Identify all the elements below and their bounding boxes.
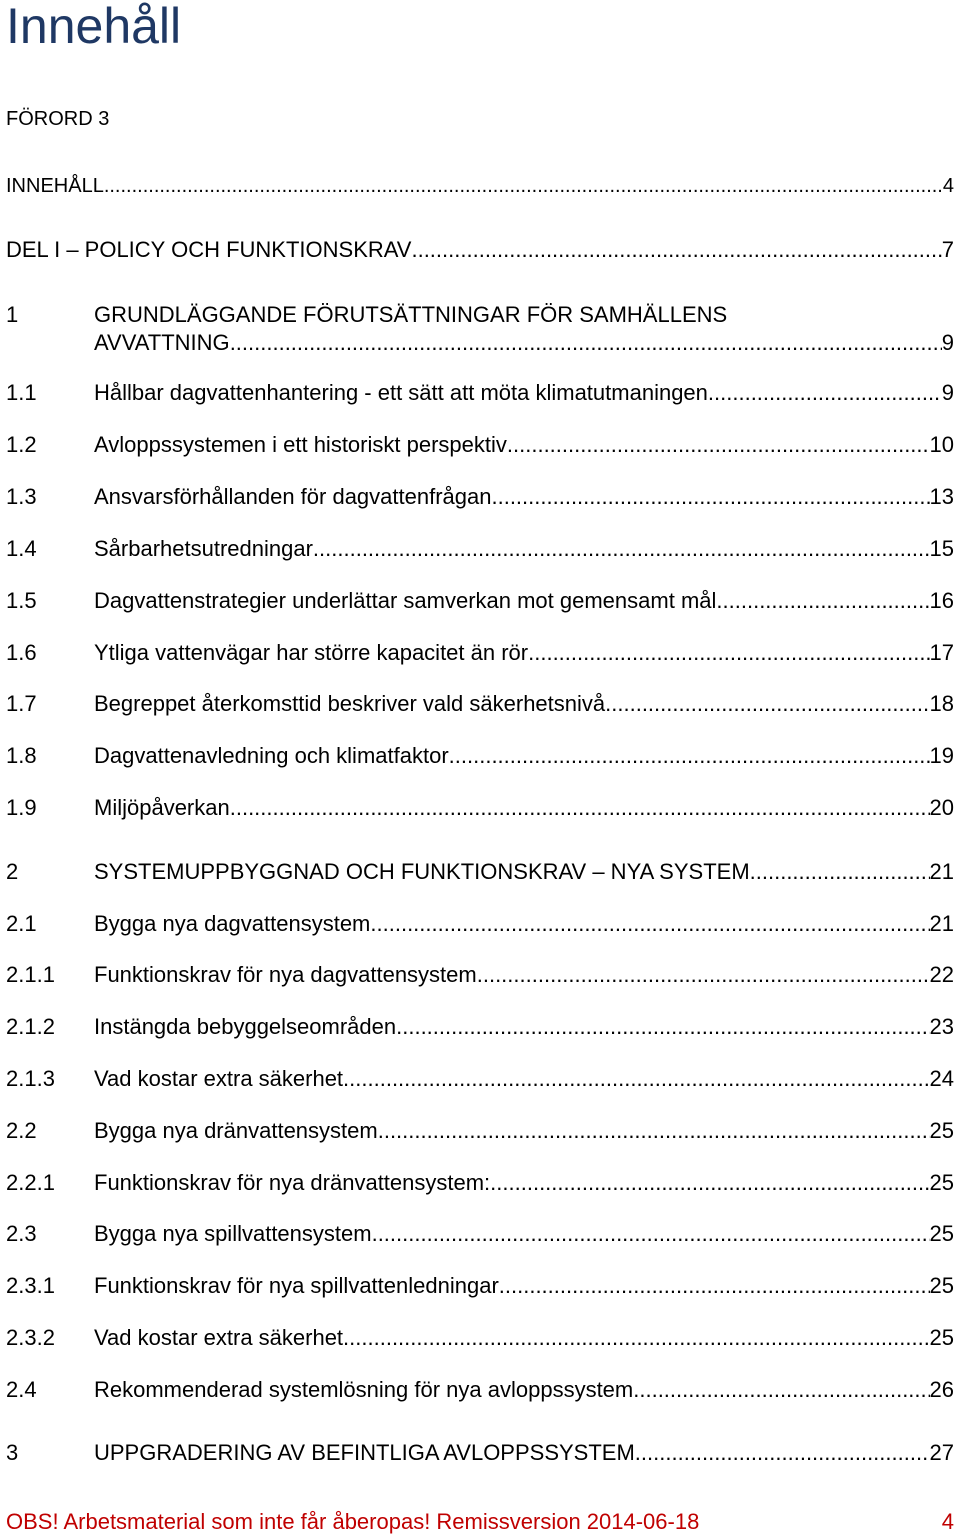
toc-page-number: 21 xyxy=(929,859,954,884)
toc-entry-number: 1.3 xyxy=(6,484,37,509)
toc-entry-number: 1.9 xyxy=(6,795,37,820)
toc-entry-number: 2.1.1 xyxy=(6,962,55,987)
toc-leader xyxy=(716,587,929,615)
toc-page-number: 9 xyxy=(941,330,954,355)
toc-entry-text: Bygga nya spillvattensystem xyxy=(94,1221,372,1246)
toc-entry-number: 2.2 xyxy=(6,1118,37,1143)
toc-page-number: 13 xyxy=(929,484,954,509)
toc-leader xyxy=(230,794,930,822)
toc-entry-text: FÖRORD 3 xyxy=(6,108,110,130)
toc-leader xyxy=(635,1439,930,1467)
toc-entry-number: 2.2.1 xyxy=(6,1170,55,1195)
toc-leader xyxy=(372,1220,930,1248)
toc-entry-number: 2.3 xyxy=(6,1221,37,1246)
toc-entry-text: Funktionskrav för nya dagvattensystem xyxy=(94,962,477,987)
toc-leader xyxy=(343,1324,929,1352)
toc-page-number: 25 xyxy=(929,1118,954,1143)
toc-page-number: 10 xyxy=(929,432,954,457)
toc-leader xyxy=(477,961,930,989)
toc-entry-number: 2.4 xyxy=(6,1377,37,1402)
toc-page-number: 25 xyxy=(929,1170,954,1195)
toc-page-number: 23 xyxy=(929,1014,954,1039)
toc-page-number: 25 xyxy=(929,1325,954,1350)
toc-leader xyxy=(507,431,930,459)
toc-entry-number: 2.1.2 xyxy=(6,1014,55,1039)
toc-leader xyxy=(411,236,941,264)
toc-entry-text: GRUNDLÄGGANDE FÖRUTSÄTTNINGAR FÖR SAMHÄLLENS xyxy=(94,302,728,327)
toc-entry-number: 1.6 xyxy=(6,640,37,665)
toc-leader xyxy=(499,1272,930,1300)
toc-leader xyxy=(396,1013,929,1041)
toc-page-number: 9 xyxy=(941,380,954,405)
toc-page-number: 22 xyxy=(929,962,954,987)
toc-leader xyxy=(104,172,943,200)
toc-page-number: 19 xyxy=(929,743,954,768)
toc-leader xyxy=(605,690,929,718)
toc-page-number: 25 xyxy=(929,1273,954,1298)
toc-leader xyxy=(449,742,930,770)
toc-entry-number: 1 xyxy=(6,302,19,327)
toc-page-number: 4 xyxy=(942,175,954,197)
toc-leader xyxy=(708,379,942,407)
toc-entry-text: Begreppet återkomsttid beskriver vald säkerhetsnivå xyxy=(94,691,606,716)
toc-entry-text: Bygga nya dränvattensystem xyxy=(94,1118,378,1143)
toc-entry-number: 1.5 xyxy=(6,588,37,613)
toc-page-number: 26 xyxy=(929,1377,954,1402)
toc-page-number: 18 xyxy=(929,691,954,716)
toc-page-number: 24 xyxy=(929,1066,954,1091)
toc-page-number: 21 xyxy=(929,911,954,936)
toc-entry-text: Funktionskrav för nya spillvattenledningar xyxy=(94,1273,499,1298)
toc-entry-text: Dagvattenstrategier underlättar samverkan mot gemensamt mål xyxy=(94,588,717,613)
toc-entry-text: INNEHÅLL xyxy=(6,175,104,197)
toc-entry-text: Hållbar dagvattenhantering - ett sätt att möta klimatutmaningen xyxy=(94,380,708,405)
toc-leader xyxy=(230,329,942,357)
toc-page-number: 20 xyxy=(929,795,954,820)
toc-page-number: 16 xyxy=(929,588,954,613)
toc-entry-text: Funktionskrav för nya dränvattensystem: xyxy=(94,1170,491,1195)
toc-leader xyxy=(491,483,929,511)
toc-entry-number: 1.2 xyxy=(6,432,37,457)
toc-entry-text: Ytliga vattenvägar har större kapacitet än rör xyxy=(94,640,529,665)
toc-page-number: 7 xyxy=(941,237,954,262)
toc-entry-number: 2.3.2 xyxy=(6,1325,55,1350)
toc-entry-text: DEL I – POLICY OCH FUNKTIONSKRAV xyxy=(6,237,412,262)
toc-leader xyxy=(490,1169,929,1197)
toc-leader xyxy=(370,910,929,938)
page-title: Innehåll xyxy=(6,0,182,54)
toc-entry-number: 1.4 xyxy=(6,536,37,561)
toc-entry-text: Rekommenderad systemlösning för nya avloppssystem xyxy=(94,1377,634,1402)
toc-leader xyxy=(343,1065,929,1093)
toc-leader xyxy=(313,535,930,563)
toc-entry-text: Instängda bebyggelseområden xyxy=(94,1014,397,1039)
toc-leader xyxy=(750,858,930,886)
toc-entry-text: Dagvattenavledning och klimatfaktor xyxy=(94,743,449,768)
toc-entry-text-continued: AVVATTNING xyxy=(94,330,230,355)
toc-entry-text: Sårbarhetsutredningar xyxy=(94,536,313,561)
toc-page-number: 15 xyxy=(929,536,954,561)
toc-entry-text: Miljöpåverkan xyxy=(94,795,230,820)
toc-page-number: 25 xyxy=(929,1221,954,1246)
toc-entry-text: SYSTEMUPPBYGGNAD OCH FUNKTIONSKRAV – NYA SYSTEM xyxy=(94,859,750,884)
toc-entry-number: 2.1 xyxy=(6,911,37,936)
toc-entry-number: 1.8 xyxy=(6,743,37,768)
footer-page-number: 4 xyxy=(941,1509,954,1534)
toc-entry-number: 2.3.1 xyxy=(6,1273,55,1298)
footer-notice: OBS! Arbetsmaterial som inte får åberopas! Remissversion 2014-06-18 xyxy=(6,1509,700,1534)
page-footer xyxy=(6,1508,954,1536)
toc-entry-text: Vad kostar extra säkerhet xyxy=(94,1066,344,1091)
toc-entry-text: Bygga nya dagvattensystem xyxy=(94,911,371,936)
toc-page-number: 27 xyxy=(929,1440,954,1465)
toc-leader xyxy=(528,639,929,667)
toc-entry-number: 3 xyxy=(6,1440,19,1465)
toc-entry-text: Ansvarsförhållanden för dagvattenfrågan xyxy=(94,484,492,509)
toc-leader xyxy=(633,1376,929,1404)
toc-entry-text: Vad kostar extra säkerhet xyxy=(94,1325,344,1350)
toc-page-number: 17 xyxy=(929,640,954,665)
toc-entry-text: UPPGRADERING AV BEFINTLIGA AVLOPPSSYSTEM xyxy=(94,1440,635,1465)
toc-entry-text: Avloppssystemen i ett historiskt perspektiv xyxy=(94,432,507,457)
toc-entry-number: 2 xyxy=(6,859,19,884)
toc-entry-1[interactable] xyxy=(6,301,954,357)
toc-entry-number: 1.1 xyxy=(6,380,37,405)
toc-entry-number: 2.1.3 xyxy=(6,1066,55,1091)
toc-entry-number: 1.7 xyxy=(6,691,37,716)
toc-leader xyxy=(378,1117,930,1145)
